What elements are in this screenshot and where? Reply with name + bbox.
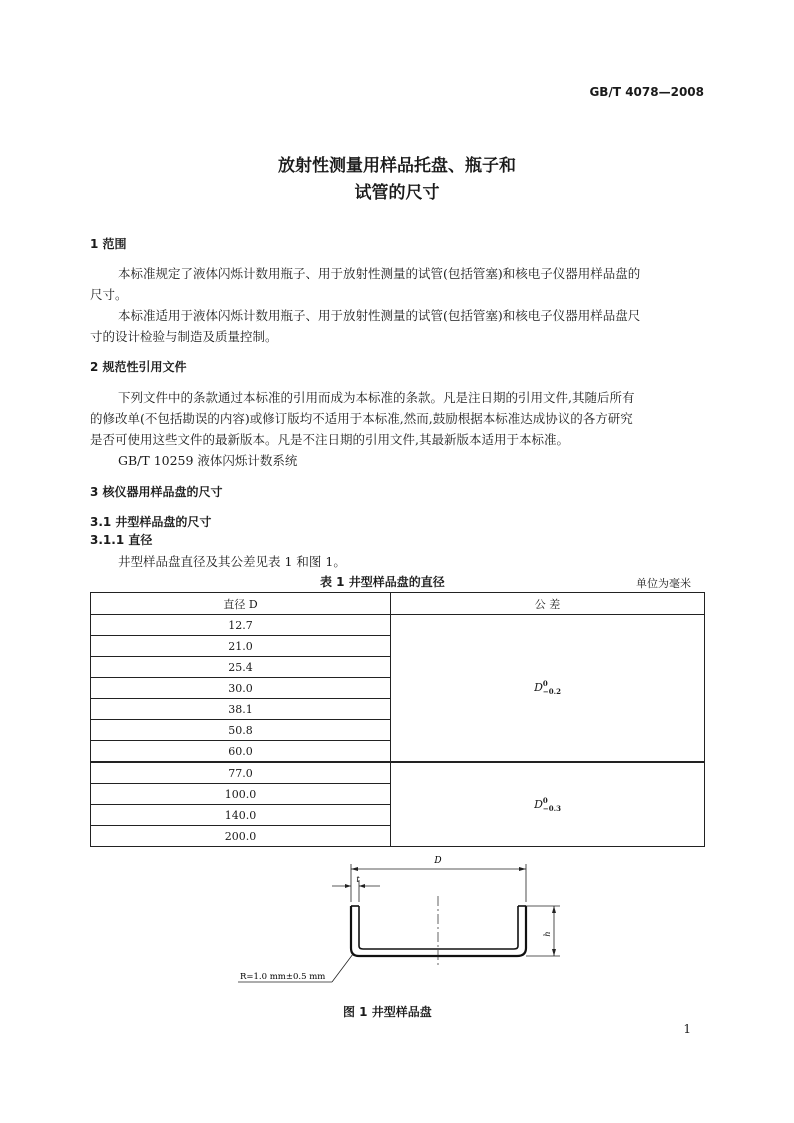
table-1	[90, 592, 705, 847]
table-1-unit: 单位为毫米	[636, 577, 691, 590]
tolerance-expression: D 0 −0.2	[534, 679, 561, 696]
dimension-h-label: h	[543, 931, 552, 937]
page-number: 1	[683, 1022, 691, 1036]
section-2-para-line1: 下列文件中的条款通过本标准的引用而成为本标准的条款。凡是注日期的引用文件,其随后所有	[118, 390, 635, 405]
figure-1-drawing	[220, 850, 580, 1000]
column-header-tolerance: 公 差	[391, 593, 705, 615]
diameter-cell: 30.0	[91, 678, 391, 699]
section-3-1-1-para: 井型样品盘直径及其公差见表 1 和图 1。	[118, 554, 346, 569]
diameter-cell: 12.7	[91, 615, 391, 636]
section-2-para-line3: 是否可使用这些文件的最新版本。凡是不注日期的引用文件,其最新版本适用于本标准。	[90, 432, 569, 447]
tolerance-expression: D 0 −0.3	[534, 795, 561, 813]
section-3-1-heading: 3.1 井型样品盘的尺寸	[90, 515, 212, 529]
standard-code: GB/T 4078—2008	[589, 85, 704, 99]
diameter-cell: 77.0	[91, 762, 391, 784]
figure-1-caption: 图 1 井型样品盘	[343, 1005, 432, 1019]
normative-reference: GB/T 10259 液体闪烁计数系统	[118, 453, 298, 468]
section-1-para2-line2: 寸的设计检验与制造及质量控制。	[90, 329, 278, 344]
diameter-cell: 25.4	[91, 657, 391, 678]
diameter-cell: 60.0	[91, 741, 391, 763]
diameter-cell: 100.0	[91, 784, 391, 805]
section-2-para-line2: 的修改单(不包括勘误的内容)或修订版均不适用于本标准,然而,鼓励根据本标准达成协议的各方研究	[90, 411, 633, 426]
section-1-para1-line1: 本标准规定了液体闪烁计数用瓶子、用于放射性测量的试管(包括管塞)和核电子仪器用样品盘的	[118, 266, 641, 281]
radius-note: R=1.0 mm±0.5 mm	[240, 972, 326, 982]
section-1-heading: 1 范围	[90, 237, 127, 251]
section-3-1-1-heading: 3.1.1 直径	[90, 533, 153, 547]
document-title-line2: 试管的尺寸	[354, 183, 440, 203]
dimension-d-label: D	[434, 856, 442, 866]
table-header-row	[91, 593, 705, 615]
section-1-para2-line1: 本标准适用于液体闪烁计数用瓶子、用于放射性测量的试管(包括管塞)和核电子仪器用样品盘尺	[118, 308, 641, 323]
document-title-line1: 放射性测量用样品托盘、瓶子和	[278, 156, 516, 176]
diameter-cell: 140.0	[91, 805, 391, 826]
section-2-heading: 2 规范性引用文件	[90, 360, 187, 374]
table-row	[91, 762, 705, 784]
diameter-cell: 21.0	[91, 636, 391, 657]
section-1-para1-line2: 尺寸。	[90, 287, 128, 302]
diameter-cell: 200.0	[91, 826, 391, 847]
diameter-cell: 38.1	[91, 699, 391, 720]
table-1-caption: 表 1 井型样品盘的直径	[320, 575, 445, 589]
column-header-diameter: 直径 D	[91, 593, 391, 615]
table-row	[91, 615, 705, 636]
dimension-t-label: t	[356, 875, 360, 884]
tolerance-cell-group2	[391, 762, 705, 847]
tolerance-cell-group1	[391, 615, 705, 763]
diameter-cell: 50.8	[91, 720, 391, 741]
section-3-heading: 3 核仪器用样品盘的尺寸	[90, 485, 223, 499]
